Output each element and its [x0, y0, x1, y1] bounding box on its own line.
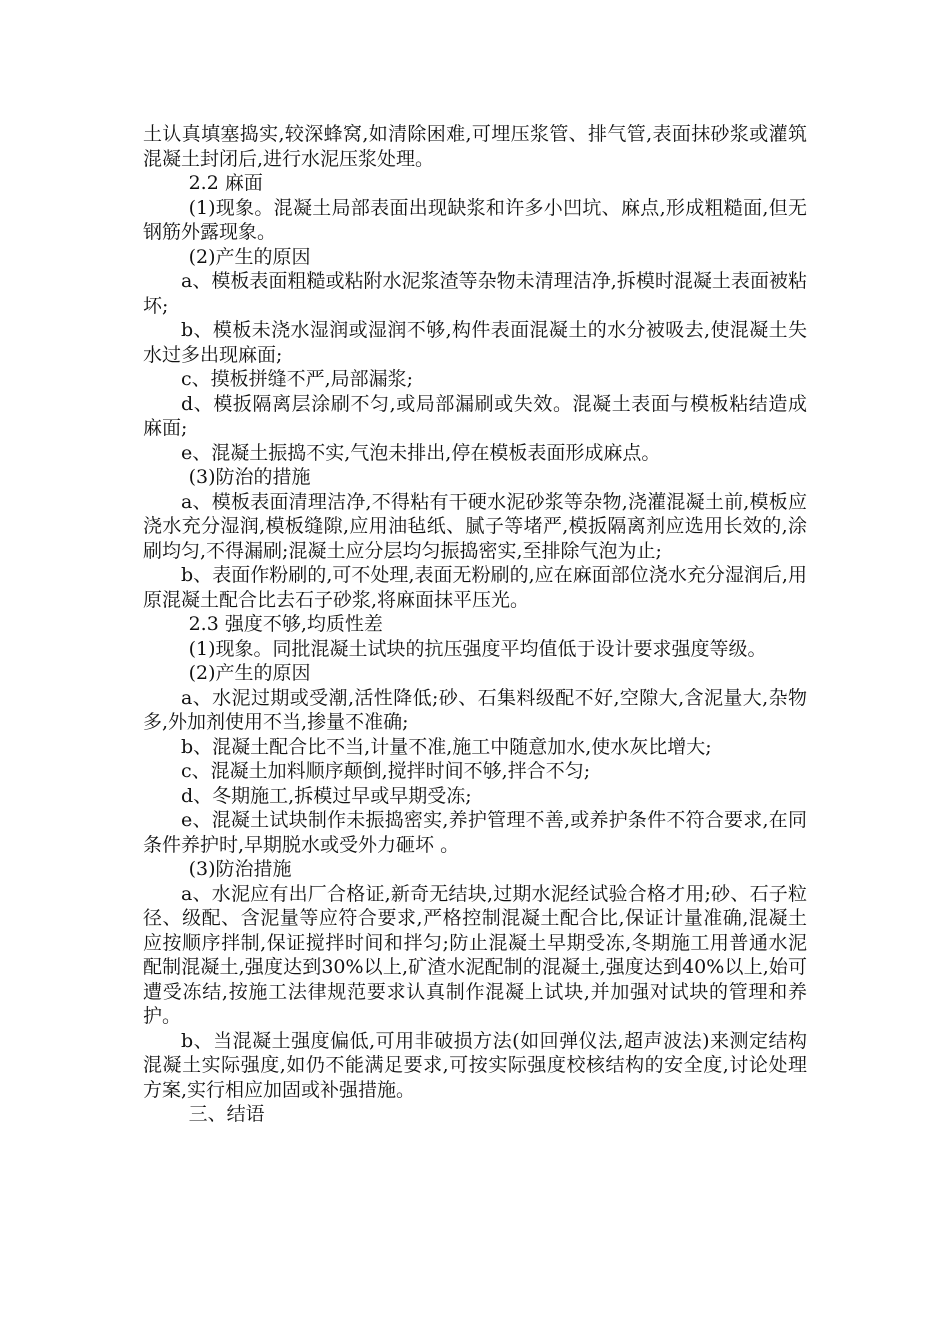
list-item-strength-measure-a: a、水泥应有出厂合格证,新奇无结块,过期水泥经试验合格才用;砂、石子粒径、级配、含泥量等应符合要求,严格控制混凝土配合比,保证计量准确,混凝土应按顺序拌制,保证搅拌时间和拌匀;防止混凝土早期受冻,冬期施工用普通水泥配制混凝土,强度达到30%以上,矿渣水泥配制的混凝土,强度达到40%以上,始可遭受冻结,按施工法律规范要求认真制作混凝上试块,并加强对试块的管理和养护。 [143, 882, 807, 1027]
list-item-pitted-measure-a: a、模板表面清理洁净,不得粘有干硬水泥砂浆等杂物,浇灌混凝土前,模板应浇水充分湿润,模板缝隙,应用油毡纸、腻子等堵严,模扳隔离剂应选用长效的,涂刷均匀,不得漏刷;混凝土应分层均匀振捣密实,至排除气泡为止; [143, 490, 807, 562]
list-item-pitted-cause-d: d、模扳隔离层涂刷不匀,或局部漏刷或失效。混凝土表面与模板粘结造成麻面; [143, 392, 807, 439]
subheading-strength-causes: (2)产生的原因 [188, 662, 311, 684]
paragraph-strength-phenomenon: (1)现象。同批混凝土试块的抗压强度平均值低于设计要求强度等级。 [188, 637, 767, 660]
list-item-pitted-cause-c: c、摸板拼缝不严,局部漏浆; [181, 368, 414, 390]
section-heading-conclusion: 三、结语 [188, 1103, 265, 1125]
section-heading-pitted-surface: 2.2 麻面 [188, 172, 263, 194]
section-heading-strength: 2.3 强度不够,均质性差 [188, 613, 383, 635]
list-item-strength-cause-a: a、水泥过期或受潮,活性降低;砂、石集料级配不好,空隙大,含泥量大,杂物多,外加剂使用不当,掺量不准确; [143, 686, 807, 733]
list-item-pitted-measure-b: b、表面作粉刷的,可不处理,表面无粉刷的,应在麻面部位浇水充分湿润后,用原混凝土配合比去石子砂浆,将麻面抹平压光。 [143, 564, 807, 611]
list-item-strength-measure-b: b、当混凝土强度偏低,可用非破损方法(如回弹仪法,超声波法)来测定结构混凝土实际强度,如仍不能满足要求,可按实际强度校核结构的安全度,讨论处理方案,实行相应加固或补强措施。 [143, 1029, 807, 1101]
subheading-strength-measures: (3)防治措施 [188, 858, 292, 880]
paragraph-honeycomb-continuation: 土认真填塞捣实,较深蜂窝,如清除困难,可埋压浆管、排气管,表面抹砂浆或灌筑混凝土封闭后,进行水泥压浆处理。 [143, 123, 807, 170]
document-body [143, 122, 807, 1127]
list-item-pitted-cause-b: b、模板未浇水湿润或湿润不够,构件表面混凝土的水分被吸去,使混凝土失水过多出现麻面; [143, 319, 807, 366]
list-item-pitted-cause-e: e、混凝土振捣不实,气泡未排出,停在模板表面形成麻点。 [181, 441, 661, 464]
subheading-pitted-causes: (2)产生的原因 [188, 245, 311, 268]
list-item-pitted-cause-a: a、模板表面粗糙或粘附水泥浆渣等杂物未清理洁净,拆模时混凝土表面被粘坏; [143, 270, 807, 317]
subheading-pitted-measures: (3)防治的措施 [188, 466, 311, 488]
list-item-strength-cause-c: c、混凝土加料顺序颠倒,搅拌时间不够,拌合不匀; [181, 760, 591, 782]
paragraph-pitted-phenomenon: (1)现象。混凝土局部表面出现缺浆和许多小凹坑、麻点,形成粗糙面,但无钢筋外露现象。 [143, 196, 807, 243]
list-item-strength-cause-d: d、冬期施工,拆模过早或早期受冻; [181, 784, 472, 807]
list-item-strength-cause-b: b、混凝土配合比不当,计量不准,施工中随意加水,使水灰比增大; [181, 735, 712, 758]
list-item-strength-cause-e: e、混凝土试块制作未振捣密实,养护管理不善,或养护条件不符合要求,在同条件养护时,早期脱水或受外力砸坏 。 [143, 809, 807, 856]
